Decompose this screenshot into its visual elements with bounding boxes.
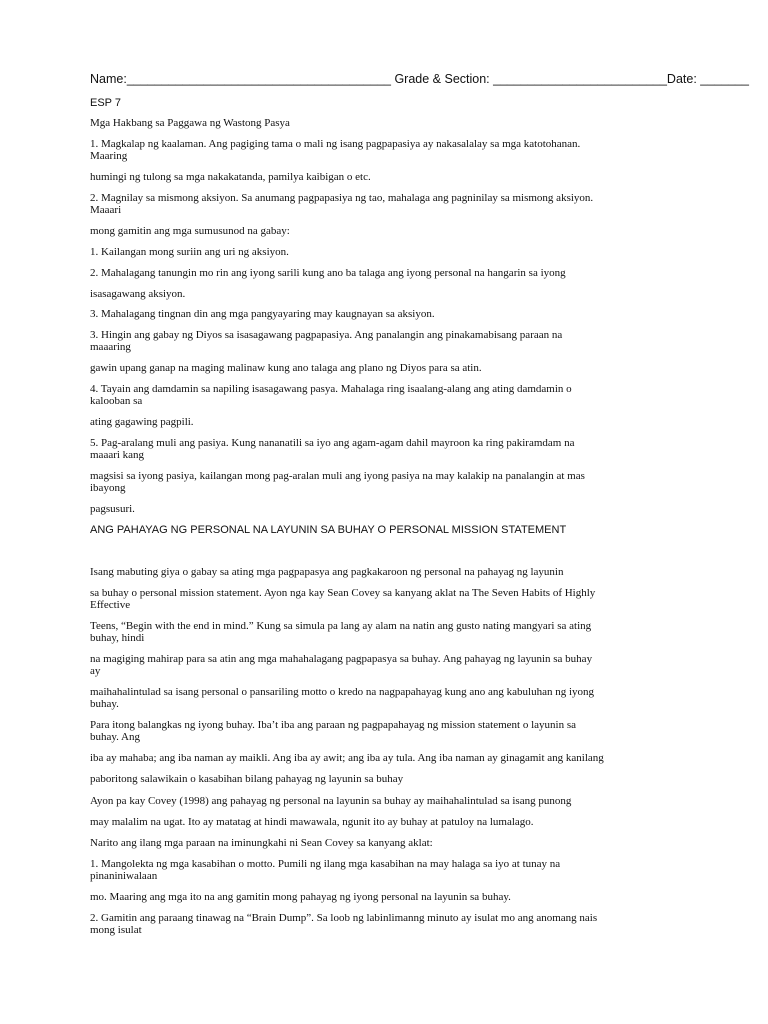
text-line: Teens, “Begin with the end in mind.” Kung sa simula pa lang ay alam na natin ang gusto nating mangyari sa ating (90, 620, 592, 632)
text-line: ating gagawing pagpili. (90, 416, 194, 428)
text-line: Maaari (90, 204, 122, 216)
text-line: isasagawang aksiyon. (90, 288, 186, 300)
text-line: may malalim na ugat. Ito ay matatag at hindi mawawala, ngunit ito ay buhay at patuloy na lumalago. (90, 816, 534, 828)
text-line: iba ay mahaba; ang iba naman ay maikli. Ang iba ay awit; ang iba ay tula. Ang iba naman ay ginagamit ang kanilang (90, 752, 604, 764)
text-line: Narito ang ilang mga paraan na iminungkahi ni Sean Covey sa kanyang aklat: (90, 837, 433, 849)
text-line: buhay. Ang (90, 731, 141, 743)
text-line: ay (90, 665, 101, 677)
text-line: gawin upang ganap na maging malinaw kung ano talaga ang plano ng Diyos para sa atin. (90, 362, 482, 374)
text-line: mong gamitin ang mga sumusunod na gabay: (90, 225, 290, 237)
text-line: mong isulat (90, 924, 142, 936)
text-line: maaaring (90, 341, 131, 353)
header-fields: Name:______________________________________ Grade & Section: _________________________Date: _______ (90, 72, 749, 86)
text-line: sa buhay o personal mission statement. Ayon nga kay Sean Covey sa kanyang aklat na The Seven Habits of Highly (90, 587, 596, 599)
text-line: pagsusuri. (90, 503, 135, 515)
text-line: 1. Kailangan mong suriin ang uri ng aksiyon. (90, 246, 289, 258)
mission-heading: ANG PAHAYAG NG PERSONAL NA LAYUNIN SA BUHAY O PERSONAL MISSION STATEMENT (90, 524, 567, 536)
text-line: mo. Maaring ang mga ito na ang gamitin mong pahayag ng iyong personal na layunin sa buhay. (90, 891, 511, 903)
text-line: 2. Mahalagang tanungin mo rin ang iyong sarili kung ano ba talaga ang iyong personal na hangarin sa iyong (90, 267, 566, 279)
text-line: kalooban sa (90, 395, 143, 407)
text-line: 1. Mangolekta ng mga kasabihan o motto. Pumili ng ilang mga kasabihan na may halaga sa iyo at tunay na (90, 858, 561, 870)
text-line: paboritong salawikain o kasabihan bilang pahayag ng layunin sa buhay (90, 773, 404, 785)
text-line: 3. Mahalagang tingnan din ang mga pangyayaring may kaugnayan sa aksiyon. (90, 308, 435, 320)
section-title: Mga Hakbang sa Paggawa ng Wastong Pasya (90, 117, 290, 129)
text-line: Ayon pa kay Covey (1998) ang pahayag ng personal na layunin sa buhay ay maihahalintulad sa isang punong (90, 795, 572, 807)
text-line: 5. Pag-aralang muli ang pasiya. Kung nananatili sa iyo ang agam-agam dahil mayroon ka ring pakiramdam na (90, 437, 575, 449)
text-line: 2. Gamitin ang paraang tinawag na “Brain Dump”. Sa loob ng labinlimanng minuto ay isulat mo ang anomang nais (90, 912, 598, 924)
text-line: Isang mabuting giya o gabay sa ating mga pagpapasya ang pagkakaroon ng personal na pahayag ng layunin (90, 566, 564, 578)
text-line: humingi ng tulong sa mga nakakatanda, pamilya kaibigan o etc. (90, 171, 371, 183)
text-line: na magiging mahirap para sa atin ang mga mahahalagang pagpapasya sa buhay. Ang pahayag ng layunin sa buhay (90, 653, 593, 665)
text-line: pinaniniwalaan (90, 870, 158, 882)
text-line: 3. Hingin ang gabay ng Diyos sa isasagawang pagpapasiya. Ang panalangin ang pinakamabisang paraan na (90, 329, 563, 341)
text-line: buhay, hindi (90, 632, 145, 644)
text-line: magsisi sa iyong pasiya, kailangan mong pag-aralan muli ang iyong pasiya na may kalakip na panalangin at mas (90, 470, 585, 482)
text-line: 2. Magnilay sa mismong aksiyon. Sa anumang pagpapasiya ng tao, mahalaga ang pagninilay sa mismong aksiyon. (90, 192, 594, 204)
text-line: Effective (90, 599, 131, 611)
text-line: buhay. (90, 698, 119, 710)
text-line: maihahalintulad sa isang personal o pansariling motto o kredo na nagpapahayag kung ano ang kabuluhan ng iyong (90, 686, 595, 698)
text-line: 4. Tayain ang damdamin sa napiling isasagawang pasya. Mahalaga ring isaalang-alang ang ating damdamin o (90, 383, 572, 395)
text-line: maaari kang (90, 449, 145, 461)
subject-label: ESP 7 (90, 97, 121, 109)
text-line: ibayong (90, 482, 126, 494)
text-line: Maaring (90, 150, 128, 162)
text-line: Para itong balangkas ng iyong buhay. Iba’t iba ang paraan ng pagpapahayag ng mission statement o layunin sa (90, 719, 577, 731)
text-line: 1. Magkalap ng kaalaman. Ang pagiging tama o mali ng isang pagpapasiya ay nakasalalay sa mga katotohanan. (90, 138, 581, 150)
